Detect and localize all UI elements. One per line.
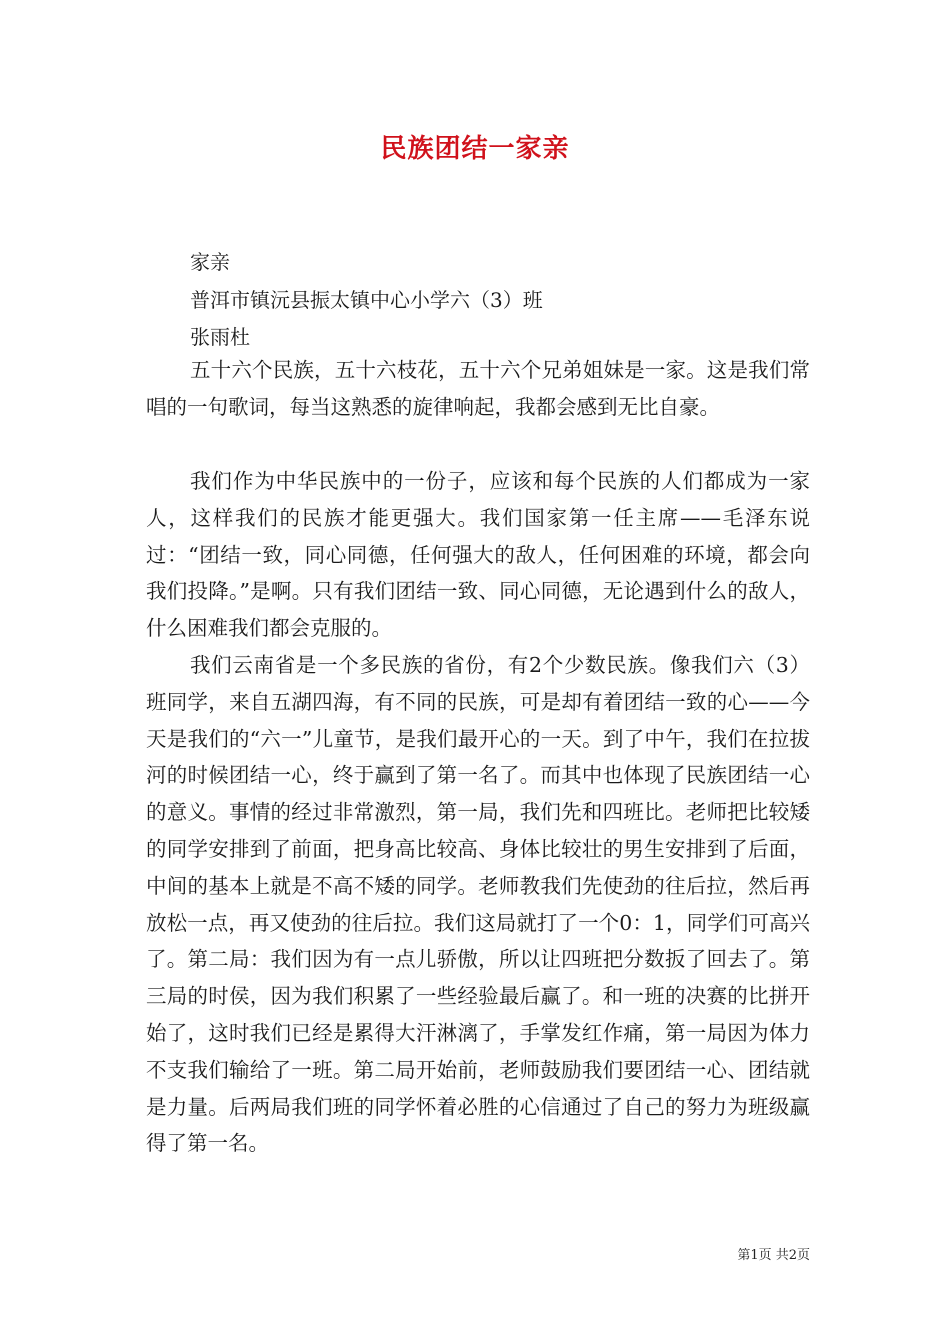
paragraph-1: 五十六个民族，五十六枝花，五十六个兄弟姐妹是一家。这是我们常唱的一句歌词，每当这熟悉的旋律响起，我都会感到无比自豪。 — [146, 358, 810, 419]
meta-line-school: 普洱市镇沅县振太镇中心小学六（3）班 — [190, 288, 543, 312]
paragraph-2: 我们作为中华民族中的一份子，应该和每个民族的人们都成为一家人，这样我们的民族才能更强大。我们国家第一任主席——毛泽东说过：“团结一致，同心同德，任何强大的敌人，任何困难的环境，都会向我们投降。”是啊。只有我们团结一致、同心同德，无论遇到什么的敌人，什么困难我们都会克服的。 — [146, 469, 810, 641]
meta-line-author: 张雨杜 — [190, 325, 250, 349]
document-title: 民族团结一家亲 — [380, 134, 570, 164]
page-number-footer: 第1页 共2页 — [737, 1248, 810, 1263]
meta-line-subtitle: 家亲 — [190, 250, 230, 274]
paragraph-3: 我们云南省是一个多民族的省份，有2个少数民族。像我们六（3）班同学，来自五湖四海，有不同的民族，可是却有着团结一致的心——今天是我们的“六一”儿童节，是我们最开心的一天。到了中午，我们在拉拔河的时候团结一心，终于赢到了第一名了。而其中也体现了民族团结一心的意义。事情的经过非常激烈，第一局，我们先和四班比。老师把比较矮的同学安排到了前面，把身高比较高、身体比较壮的男生安排到了后面，中间的基本上就是不高不矮的同学。老师教我们先使劲的往后拉，然后再放松一点，再又使劲的往后拉。我们这局就打了一个0：1，同学们可高兴了。第二局：我们因为有一点儿骄傲，所以让四班把分数扳了回去了。第三局的时侯，因为我们积累了一些经验最后赢了。和一班的决赛的比拼开始了，这时我们已经是累得大汗淋漓了，手掌发红作痛，第一局因为体力不支我们输给了一班。第二局开始前，老师鼓励我们要团结一心、团结就是力量。后两局我们班的同学怀着必胜的心信通过了自己的努力为班级赢得了第一名。 — [146, 653, 810, 1156]
